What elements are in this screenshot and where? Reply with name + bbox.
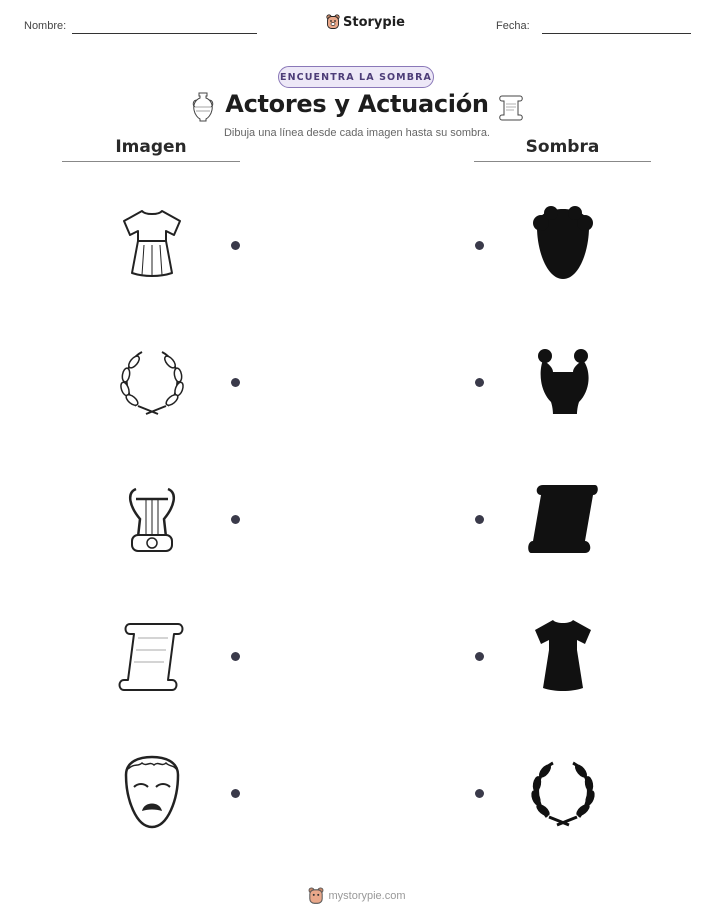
- brand-name: Storypie: [343, 14, 405, 30]
- lyre-icon[interactable]: [112, 479, 192, 559]
- page-title: Actores y Actuación: [225, 90, 489, 118]
- bear-icon: [326, 14, 340, 30]
- shadow-dot-1[interactable]: [475, 241, 484, 250]
- column-sombra-underline: [474, 161, 651, 162]
- name-label: Nombre:: [24, 20, 67, 32]
- date-line[interactable]: [542, 33, 691, 34]
- activity-badge: ENCUENTRA LA SOMBRA: [278, 66, 434, 88]
- brand-logo: [326, 14, 405, 30]
- amphora-icon: [190, 91, 216, 123]
- image-dot-1[interactable]: [231, 241, 240, 250]
- tunic-icon[interactable]: [112, 205, 192, 285]
- column-imagen-heading: Imagen: [115, 137, 187, 157]
- name-line[interactable]: [72, 33, 257, 34]
- theater-mask-icon[interactable]: [112, 753, 192, 833]
- image-dot-3[interactable]: [231, 515, 240, 524]
- lyre-shadow-icon[interactable]: [523, 342, 603, 422]
- image-dot-5[interactable]: [231, 789, 240, 798]
- scroll-icon[interactable]: [112, 616, 192, 696]
- image-dot-4[interactable]: [231, 652, 240, 661]
- mask-shadow-icon[interactable]: [523, 205, 603, 285]
- bear-footer-icon: [308, 887, 324, 905]
- shadow-dot-4[interactable]: [475, 652, 484, 661]
- image-dot-2[interactable]: [231, 378, 240, 387]
- scroll-title-icon: [496, 92, 526, 122]
- shadow-dot-5[interactable]: [475, 789, 484, 798]
- column-imagen-underline: [62, 161, 240, 162]
- laurel-wreath-icon[interactable]: [112, 342, 192, 422]
- footer-url[interactable]: mystorypie.com: [328, 890, 406, 902]
- footer: [0, 887, 714, 905]
- column-sombra-heading: Sombra: [525, 137, 600, 157]
- laurel-wreath-shadow-icon[interactable]: [523, 753, 603, 833]
- scroll-shadow-icon[interactable]: [523, 479, 603, 559]
- tunic-shadow-icon[interactable]: [523, 616, 603, 696]
- date-label: Fecha:: [496, 20, 530, 32]
- shadow-dot-2[interactable]: [475, 378, 484, 387]
- instructions: Dibuja una línea desde cada imagen hasta su sombra.: [223, 127, 490, 139]
- shadow-dot-3[interactable]: [475, 515, 484, 524]
